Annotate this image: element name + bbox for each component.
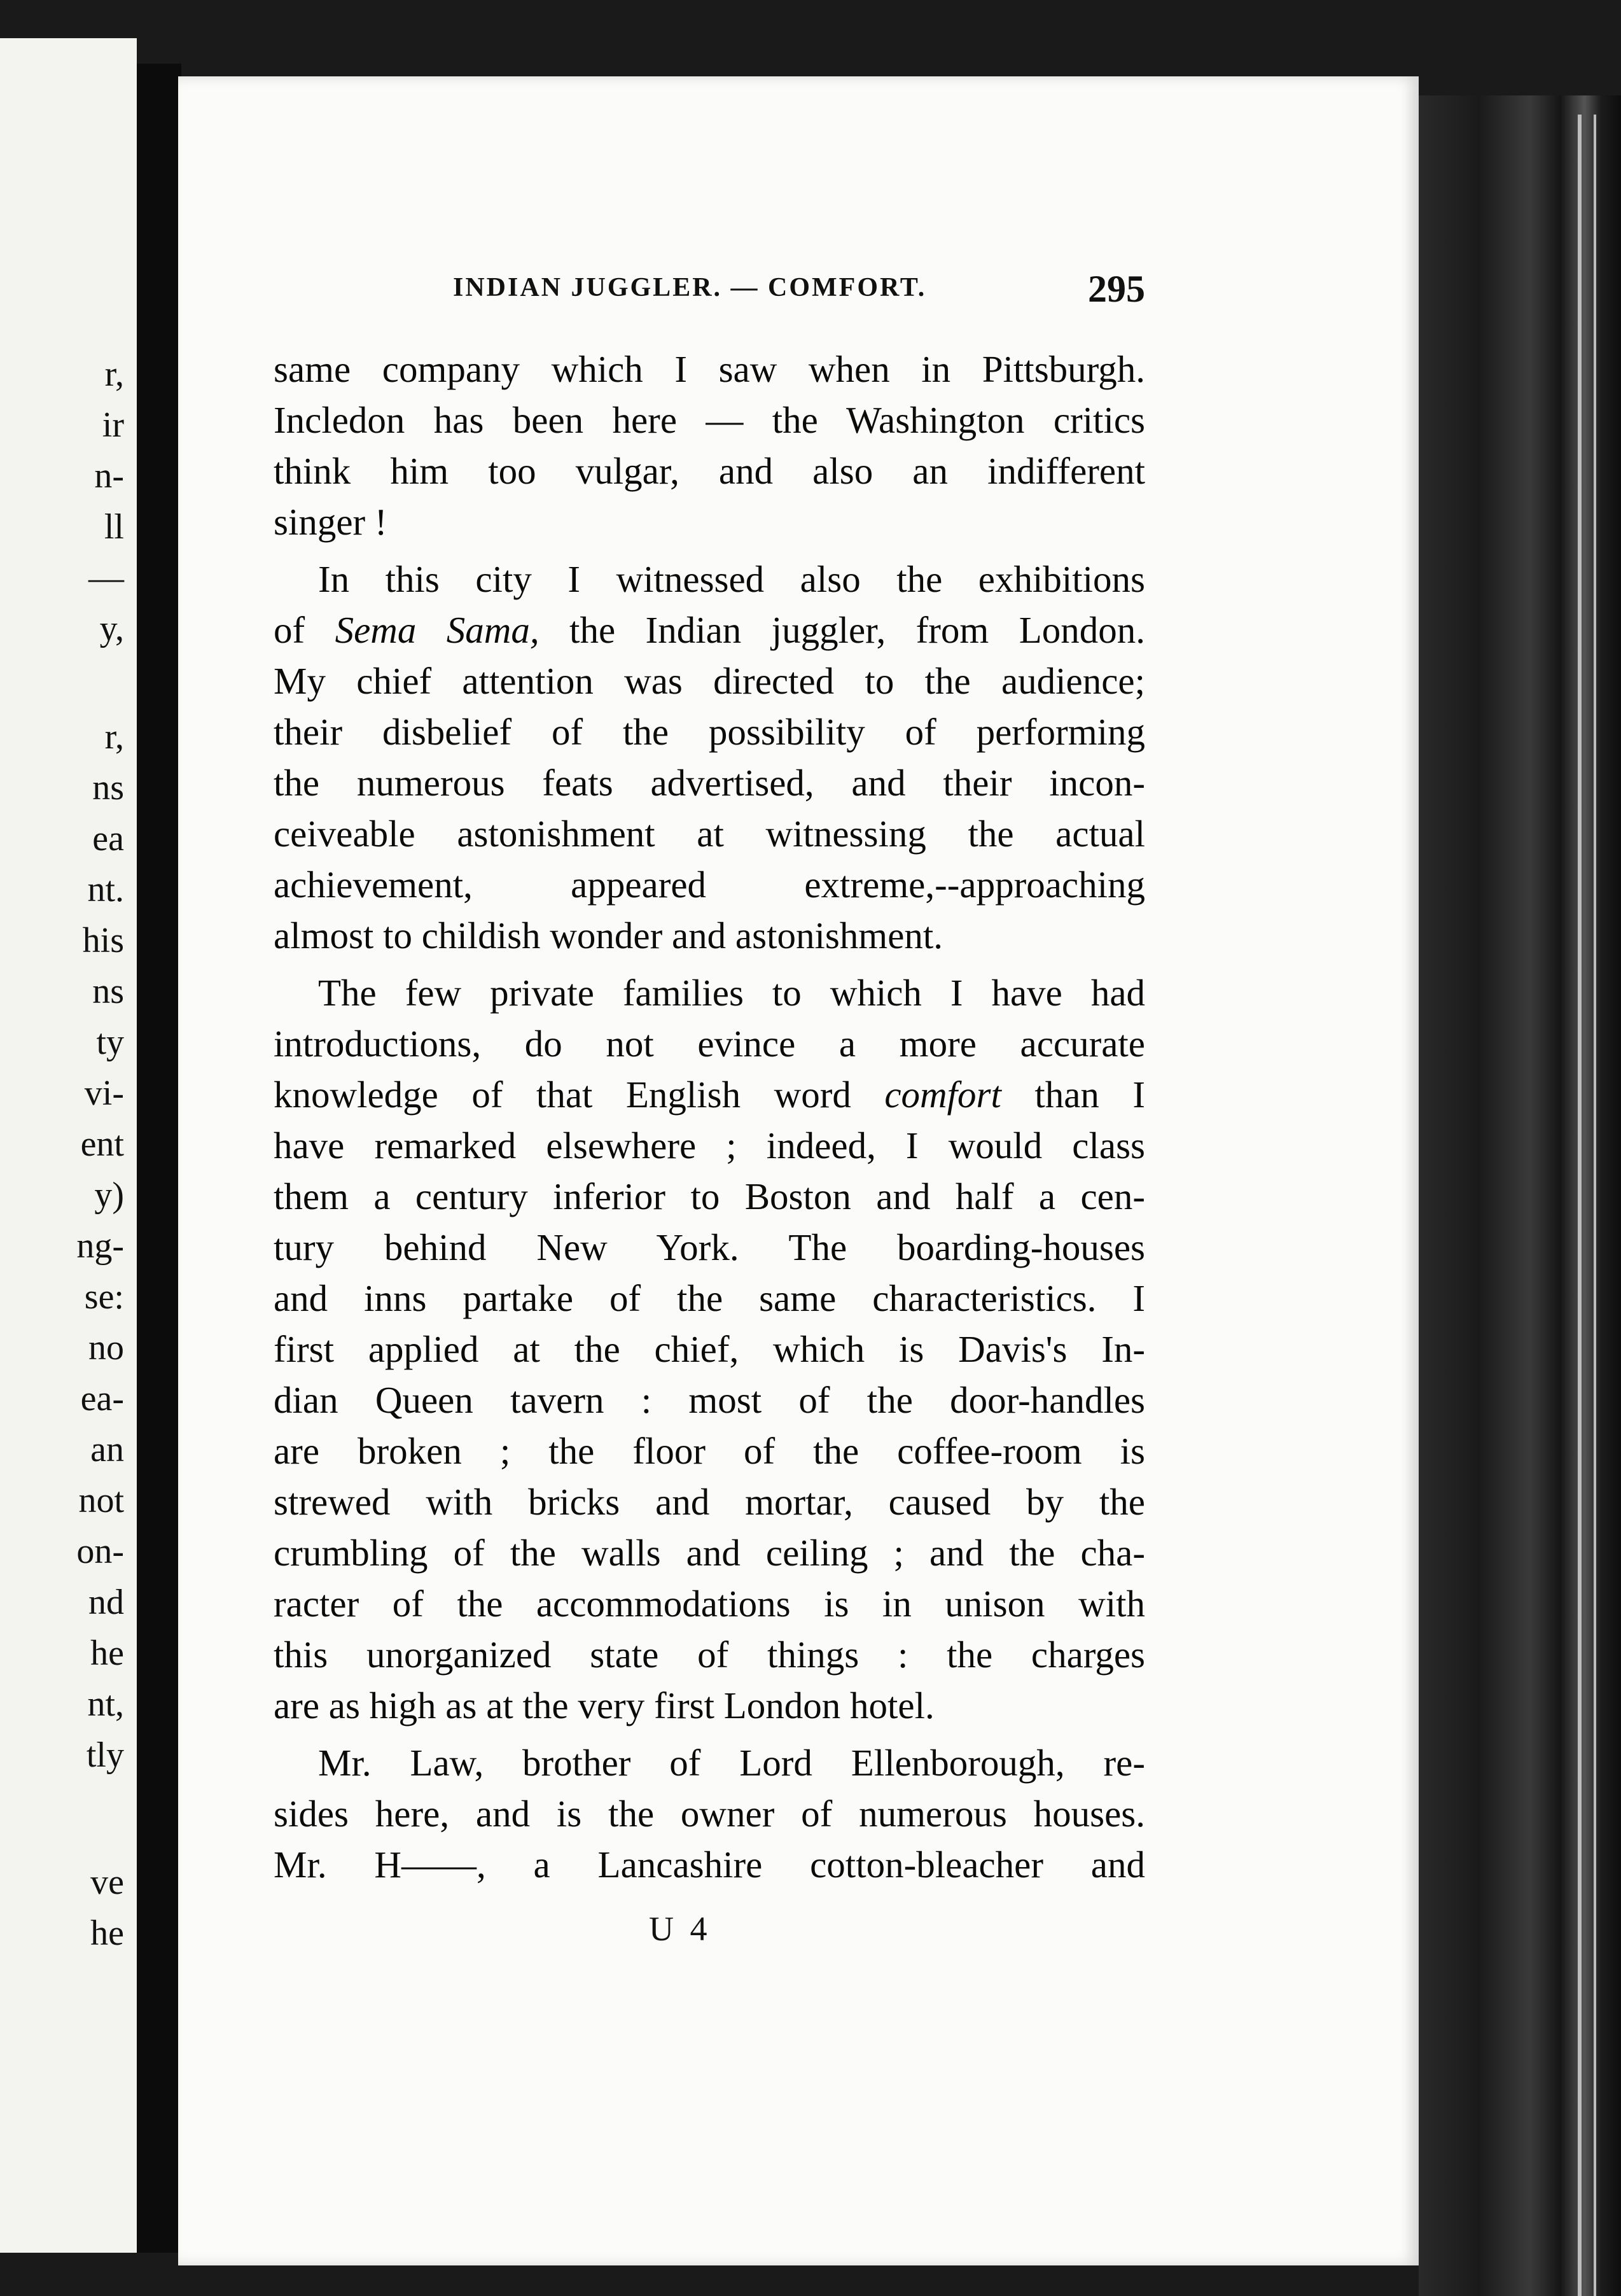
left-page-fragment: he <box>90 1634 124 1673</box>
running-head-title: INDIAN JUGGLER. — COMFORT. <box>453 273 927 302</box>
running-head <box>274 267 1145 318</box>
left-page-fragment: nd <box>88 1583 124 1622</box>
text-line: Mr. H——, a Lancashire cotton-bleacher and <box>274 1844 1145 1886</box>
book-gutter <box>137 64 181 2253</box>
left-page-fragment: no <box>88 1328 124 1368</box>
left-page-fragment: ns <box>92 972 124 1011</box>
left-page-fragment: nt. <box>87 870 124 909</box>
left-page-fragment: ir <box>102 405 124 445</box>
text-line: Incledon has been here — the Washington critics <box>274 399 1145 441</box>
left-page-fragment: his <box>82 921 124 960</box>
text-line: racter of the accommodations is in unison with <box>274 1583 1145 1625</box>
italic-name: Sema Sama, <box>335 609 539 651</box>
text-line: and inns partake of the same characteristics. I <box>274 1277 1145 1319</box>
left-page-fragment: n- <box>94 456 124 496</box>
left-page-fragment: he <box>90 1914 124 1953</box>
left-page-edge <box>0 38 137 2253</box>
left-page-fragment: tly <box>86 1735 124 1775</box>
text-line: strewed with bricks and mortar, caused by the <box>274 1481 1145 1523</box>
text-run: than I <box>1001 1074 1145 1116</box>
page-stack-edge <box>1419 95 1621 2296</box>
text-run: knowledge of that English word <box>274 1074 885 1116</box>
text-line: dian Queen tavern : most of the door-handles <box>274 1379 1145 1421</box>
left-page-fragment: ns <box>92 768 124 808</box>
left-page-fragment: y) <box>94 1175 124 1215</box>
text-line: first applied at the chief, which is Davis's In- <box>274 1328 1145 1370</box>
left-page-fragment: ea- <box>80 1379 124 1418</box>
text-line: Mr. Law, brother of Lord Ellenborough, re- <box>318 1742 1145 1784</box>
left-page-fragment: on- <box>76 1532 124 1571</box>
text-line: sides here, and is the owner of numerous houses. <box>274 1793 1145 1835</box>
page-edge-line <box>1578 115 1582 2296</box>
text-line: them a century inferior to Boston and half a cen- <box>274 1175 1145 1217</box>
text-line: same company which I saw when in Pittsburgh. <box>274 348 1145 390</box>
text-line: In this city I witnessed also the exhibitions <box>318 558 1145 600</box>
text-line: almost to childish wonder and astonishment. <box>274 914 943 956</box>
text-line: their disbelief of the possibility of performing <box>274 711 1145 753</box>
left-page-fragment: r, <box>104 354 124 394</box>
left-page-fragment: ve <box>90 1863 124 1902</box>
left-page-fragment: ea <box>92 819 124 858</box>
text-run: the Indian juggler, from London. <box>539 609 1145 651</box>
left-page-fragment: ty <box>96 1023 124 1062</box>
left-page-fragment: — <box>88 558 124 598</box>
text-line <box>274 605 1145 655</box>
text-line: tury behind New York. The boarding-houses <box>274 1226 1145 1268</box>
text-line: ceiveable astonishment at witnessing the actual <box>274 813 1145 855</box>
left-page-fragment: r, <box>104 717 124 757</box>
left-page-fragment: ll <box>104 507 124 547</box>
text-line: achievement, appeared extreme,--approaching <box>274 864 1145 906</box>
page-edge-line <box>1594 115 1596 2296</box>
text-line: have remarked elsewhere ; indeed, I would class <box>274 1124 1145 1166</box>
text-line: are as high as at the very first London hotel. <box>274 1684 935 1726</box>
text-line: this unorganized state of things : the charges <box>274 1634 1145 1676</box>
text-line: singer ! <box>274 501 387 543</box>
text-line: think him too vulgar, and also an indifferent <box>274 450 1145 492</box>
left-page-fragment: not <box>78 1481 124 1520</box>
text-line: The few private families to which I have had <box>318 972 1145 1014</box>
text-line: the numerous feats advertised, and their incon- <box>274 762 1145 804</box>
left-page-fragment: an <box>90 1430 124 1469</box>
left-page-fragment: y, <box>99 609 124 648</box>
text-line: crumbling of the walls and ceiling ; and the cha- <box>274 1532 1145 1574</box>
text-line: introductions, do not evince a more accurate <box>274 1023 1145 1065</box>
page-number: 295 <box>1088 268 1145 310</box>
left-page-fragment: vi- <box>84 1074 124 1113</box>
body-text <box>274 344 1145 1890</box>
italic-word: comfort <box>884 1074 1001 1116</box>
text-line: are broken ; the floor of the coffee-room is <box>274 1430 1145 1472</box>
text-line: My chief attention was directed to the audience; <box>274 660 1145 702</box>
text-run: of <box>274 609 335 651</box>
left-page-fragment: ent <box>80 1124 124 1164</box>
left-page-fragment: se: <box>84 1277 124 1317</box>
signature-mark: U 4 <box>649 1910 711 1948</box>
text-line <box>274 1069 1145 1120</box>
left-page-fragment: ng- <box>76 1226 124 1266</box>
left-page-fragment: nt, <box>87 1684 124 1724</box>
